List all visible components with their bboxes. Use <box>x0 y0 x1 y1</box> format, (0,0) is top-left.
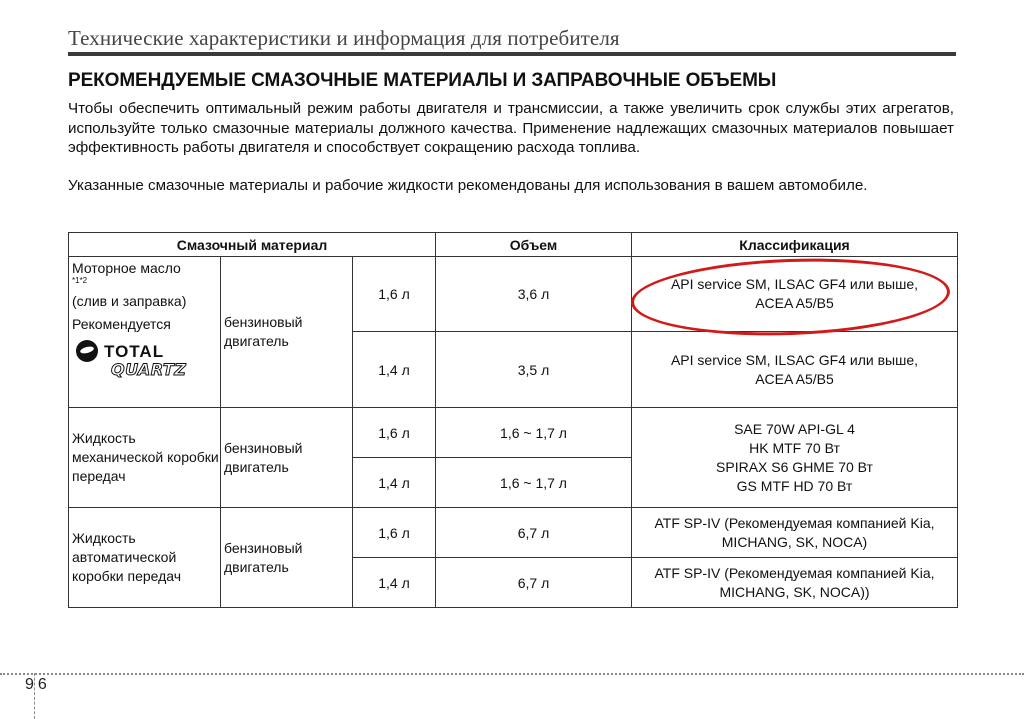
classification-line: GS MTF HD 70 Вт <box>736 477 853 494</box>
page-number: 96 <box>25 676 51 693</box>
header-lubricant: Смазочный материал <box>69 233 436 257</box>
volume-cell: 1,6 ~ 1,7 л <box>436 458 632 508</box>
engine-type-cell: бензиновый двигатель <box>221 408 353 508</box>
classification-line: ATF SP-IV (Рекомендуемая компанией Kia, <box>654 514 935 531</box>
lubricants-table <box>68 232 958 608</box>
footnote-mark: *1*2 <box>72 276 88 285</box>
displacement-cell: 1,4 л <box>353 558 436 608</box>
table-row <box>69 257 958 332</box>
classification-line: SAE 70W API-GL 4 <box>734 420 855 437</box>
classification-line: SPIRAX S6 GHME 70 Вт <box>716 458 873 475</box>
intro-paragraph: Чтобы обеспечить оптимальный режим работы двигателя и трансмиссии, а также увеличить срок службы этих агрегатов, используйте только смазочные материалы должного качества. Применение надлежащих смазочных материалов повышает эффективность работы двигателя и способствует сокращению расхода топлива. <box>68 100 954 156</box>
recommendation-paragraph: Указанные смазочные материалы и рабочие жидкости рекомендованы для использования в вашем автомобиле. <box>68 177 868 194</box>
page-title: РЕКОМЕНДУЕМЫЕ СМАЗОЧНЫЕ МАТЕРИАЛЫ И ЗАПРАВОЧНЫЕ ОБЪЕМЫ <box>68 70 777 91</box>
volume-cell: 6,7 л <box>436 558 632 608</box>
classification-line: API service SM, ILSAC GF4 или выше, <box>670 276 919 292</box>
classification-cell <box>632 408 958 508</box>
table-header-row <box>69 233 958 257</box>
classification-cell <box>632 508 958 558</box>
classification-cell <box>632 332 958 408</box>
classification-line: ACEA A5/B5 <box>755 370 834 387</box>
classification-cell <box>632 257 958 332</box>
recommended-label: Рекомендуется <box>72 316 171 332</box>
displacement-cell: 1,6 л <box>353 408 436 458</box>
logo-product: QUARTZ <box>111 360 187 379</box>
classification-line: API service SM, ILSAC GF4 или выше, <box>670 351 919 368</box>
table-row <box>69 508 958 558</box>
total-logo-icon <box>76 340 98 362</box>
classification-line: ACEA A5/B5 <box>755 295 834 311</box>
engine-type-cell: бензиновый двигатель <box>221 257 353 408</box>
volume-cell: 3,6 л <box>436 257 632 332</box>
classification-line: HK MTF 70 Вт <box>749 439 840 456</box>
total-quartz-logo <box>76 340 220 382</box>
displacement-cell: 1,4 л <box>353 458 436 508</box>
footer-dotted-divider <box>0 673 1024 675</box>
volume-cell: 6,7 л <box>436 508 632 558</box>
classification-line: ATF SP-IV (Рекомендуемая компанией Kia, <box>654 564 935 581</box>
automatic-transmission-fluid-cell: Жидкость автоматической коробки передач <box>69 508 221 608</box>
table-row <box>69 408 958 458</box>
classification-line: MICHANG, SK, NOCA)) <box>719 583 870 600</box>
classification-cell <box>632 558 958 608</box>
displacement-cell: 1,6 л <box>353 508 436 558</box>
engine-oil-cell <box>69 257 221 408</box>
displacement-cell: 1,6 л <box>353 257 436 332</box>
engine-oil-label: Моторное масло <box>72 260 181 276</box>
header-classification: Классификация <box>632 233 958 257</box>
displacement-cell: 1,4 л <box>353 332 436 408</box>
section-header: Технические характеристики и информация для потребителя <box>68 26 620 50</box>
logo-brand: TOTAL <box>104 341 165 361</box>
classification-line: MICHANG, SK, NOCA) <box>721 533 868 550</box>
drain-refill-note: (слив и заправка) <box>72 293 187 309</box>
engine-type-cell: бензиновый двигатель <box>221 508 353 608</box>
header-volume: Объем <box>436 233 632 257</box>
header-divider <box>68 52 956 56</box>
volume-cell: 3,5 л <box>436 332 632 408</box>
manual-transmission-fluid-cell: Жидкость механической коробки передач <box>69 408 221 508</box>
volume-cell: 1,6 ~ 1,7 л <box>436 408 632 458</box>
